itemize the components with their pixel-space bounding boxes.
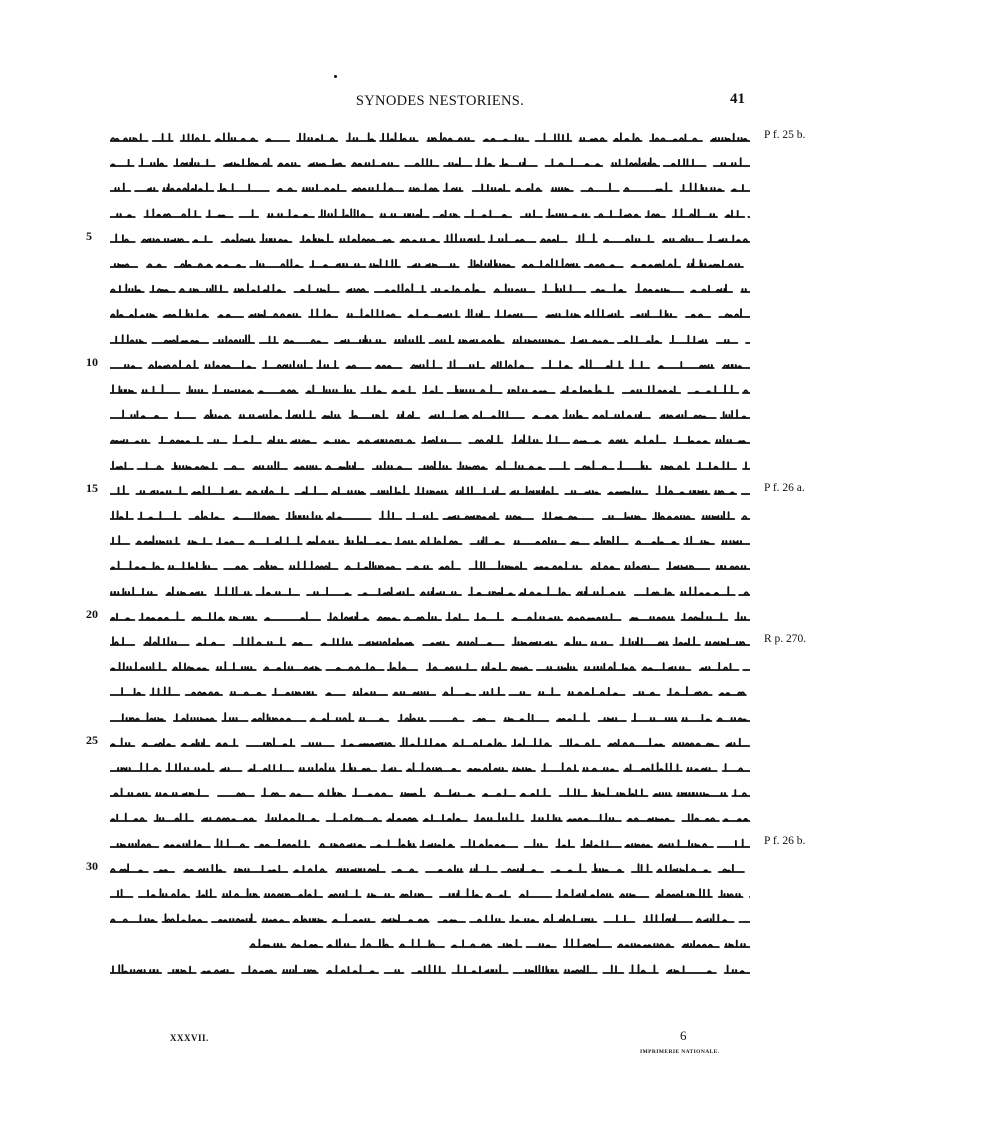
text-line [110, 830, 806, 855]
text-line [86, 855, 750, 880]
text-line [110, 628, 807, 653]
syriac-script-line-icon [110, 535, 750, 547]
syriac-script-line-icon [110, 384, 750, 396]
text-line [110, 149, 750, 174]
page-title: SYNODES NESTORIENS. [355, 93, 525, 109]
syriac-script-line-icon [110, 636, 750, 648]
signature-mark: XXXVII. [170, 1033, 209, 1043]
syriac-script-line-icon [110, 913, 750, 925]
line-number: 10 [86, 354, 98, 369]
line-number: 30 [86, 858, 98, 873]
text-line [110, 200, 750, 225]
text-line [110, 452, 750, 477]
syriac-script-line-icon [110, 208, 750, 220]
text-line [110, 905, 750, 930]
text-line [110, 300, 750, 325]
text-line [110, 250, 750, 275]
syriac-script-line-icon [110, 888, 750, 900]
text-line [110, 124, 806, 149]
syriac-script-line-icon [110, 964, 750, 976]
text-line [110, 704, 750, 729]
syriac-script-line-icon [110, 233, 750, 245]
text-line [110, 578, 750, 603]
syriac-script-line-icon [110, 586, 750, 598]
syriac-script-line-icon [110, 359, 750, 371]
manuscript-reference: R p. 270. [764, 633, 807, 645]
syriac-script-line-icon [110, 434, 750, 446]
syriac-script-line-icon [110, 938, 750, 950]
syriac-script-line-icon [110, 182, 750, 194]
text-line [110, 804, 750, 829]
syriac-script-line-icon [110, 409, 750, 421]
syriac-script-line-icon [110, 863, 750, 875]
text-line [86, 351, 750, 376]
printer-dot [334, 75, 337, 78]
text-line [110, 174, 750, 199]
line-number: 15 [86, 480, 98, 495]
syriac-script-line-icon [110, 560, 750, 572]
text-line [86, 225, 750, 250]
text-line [110, 880, 750, 905]
text-line [110, 275, 750, 300]
syriac-script-line-icon [110, 661, 750, 673]
text-line [110, 956, 750, 981]
text-line [110, 678, 750, 703]
syriac-script-line-icon [110, 308, 750, 320]
syriac-script-line-icon [110, 157, 750, 169]
text-line [110, 653, 750, 678]
syriac-script-line-icon [110, 258, 750, 270]
text-line [86, 477, 805, 502]
syriac-script-line-icon [110, 485, 750, 497]
syriac-script-line-icon [110, 132, 750, 144]
syriac-script-line-icon [110, 712, 750, 724]
text-line [110, 527, 750, 552]
line-number: 25 [86, 732, 98, 747]
text-line [110, 930, 750, 955]
manuscript-reference: P f. 26 b. [764, 834, 806, 847]
imprint-line: IMPRIMERIE NATIONALE. [640, 1049, 720, 1055]
text-line [110, 754, 750, 779]
page-number: 41 [730, 91, 745, 107]
text-line [110, 326, 750, 351]
text-line [110, 502, 750, 527]
syriac-script-line-icon [110, 686, 750, 698]
manuscript-reference: P f. 26 a. [764, 481, 805, 494]
syriac-script-line-icon [110, 510, 750, 522]
text-line [110, 376, 750, 401]
syriac-script-line-icon [110, 787, 750, 799]
syriac-script-line-icon [110, 737, 750, 749]
text-line [110, 426, 750, 451]
syriac-script-line-icon [110, 283, 750, 295]
text-line [86, 729, 750, 754]
text-line [86, 603, 750, 628]
syriac-script-line-icon [110, 460, 750, 472]
line-number: 5 [86, 228, 92, 243]
syriac-script-line-icon [110, 838, 750, 850]
syriac-script-line-icon [110, 762, 750, 774]
sheet-number: 6 [680, 1028, 687, 1043]
text-line [110, 401, 750, 426]
text-line [110, 779, 750, 804]
syriac-script-line-icon [110, 812, 750, 824]
line-number: 20 [86, 606, 98, 621]
syriac-script-line-icon [110, 611, 750, 623]
text-line [110, 552, 750, 577]
syriac-script-line-icon [110, 334, 750, 346]
manuscript-reference: P f. 25 b. [764, 129, 806, 141]
